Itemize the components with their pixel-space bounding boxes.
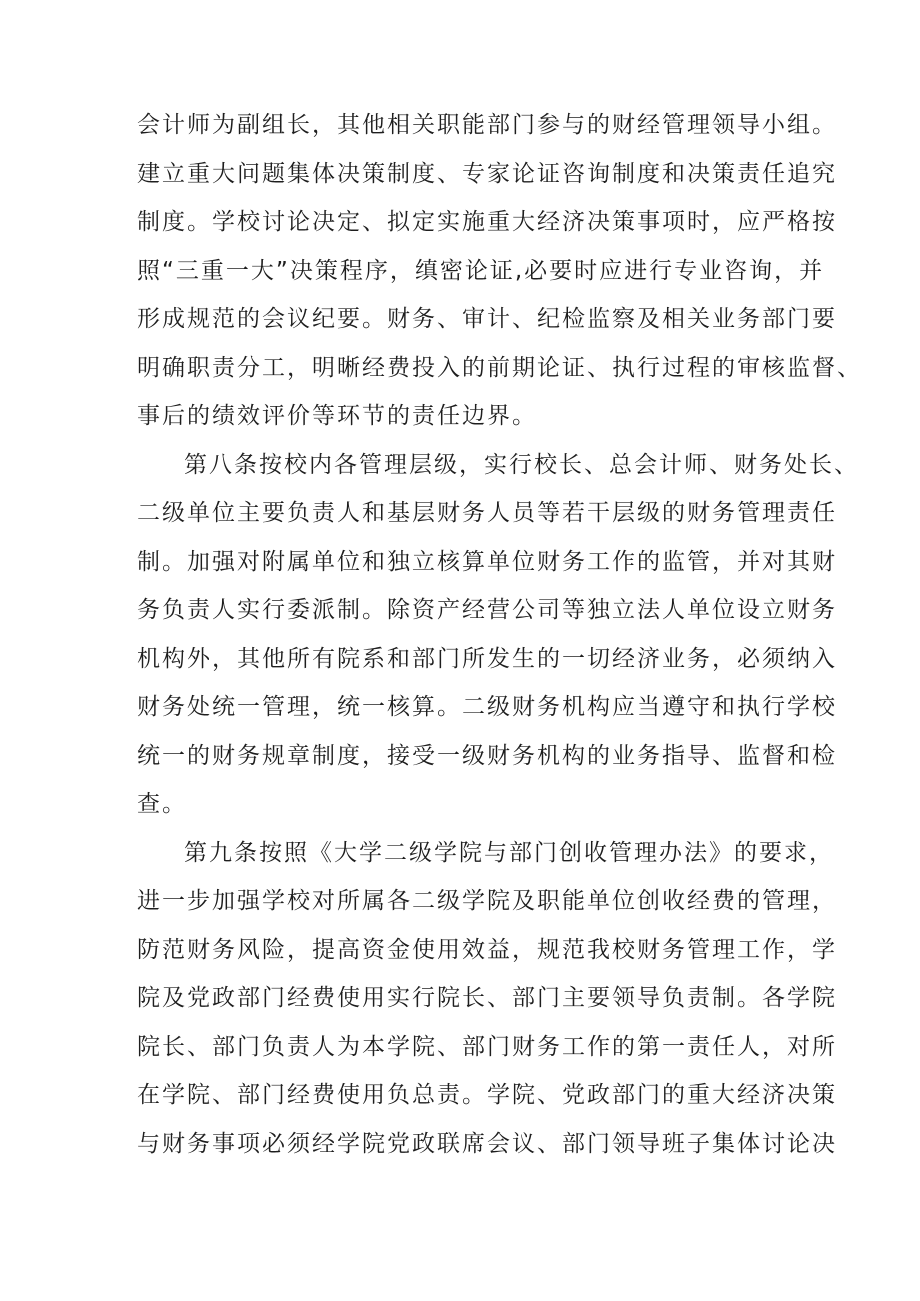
text-line: 形成规范的会议纪要。财务、审计、纪检监察及相关业务部门要 (137, 306, 837, 332)
text-line: 查。 (137, 791, 187, 817)
text-line: 制度。学校讨论决定、拟定实施重大经济决策事项时，应严格按 (137, 209, 837, 235)
text-line: 院及党政部门经费使用实行院长、部门主要领导负责制。各学院 (137, 985, 837, 1011)
text-line: 与财务事项必须经学院党政联席会议、部门领导班子集体讨论决 (137, 1131, 837, 1157)
text-line: 会计师为副组长，其他相关职能部门参与的财经管理领导小组。 (137, 112, 837, 138)
text-line: 财务处统一管理，统一核算。二级财务机构应当遵守和执行学校 (137, 694, 837, 720)
text-line: 照“三重一大”决策程序，缜密论证,必要时应进行专业咨询，并 (137, 258, 825, 284)
text-line: 在学院、部门经费使用负总责。学院、党政部门的重大经济决策 (137, 1082, 837, 1108)
text-line: 统一的财务规章制度，接受一级财务机构的业务指导、监督和检 (137, 743, 837, 769)
text-line: 明确职责分工，明晰经费投入的前期论证、执行过程的审核监督、 (137, 355, 862, 381)
text-line: 院长、部门负责人为本学院、部门财务工作的第一责任人，对所 (137, 1034, 837, 1060)
text-line: 制。加强对附属单位和独立核算单位财务工作的监管，并对其财 (137, 549, 837, 575)
paragraph-first-line: 第九条按照《大学二级学院与部门创收管理办法》的要求， (184, 840, 834, 866)
text-line: 防范财务风险，提高资金使用效益，规范我校财务管理工作，学 (137, 937, 837, 963)
text-line: 机构外，其他所有院系和部门所发生的一切经济业务，必须纳入 (137, 646, 837, 672)
text-line: 事后的绩效评价等环节的责任边界。 (137, 403, 537, 429)
text-line: 进一步加强学校对所属各二级学院及职能单位创收经费的管理， (137, 888, 837, 914)
paragraph-first-line: 第八条按校内各管理层级，实行校长、总会计师、财务处长、 (184, 452, 859, 478)
text-line: 建立重大问题集体决策制度、专家论证咨询制度和决策责任追究 (137, 161, 837, 187)
text-line: 二级单位主要负责人和基层财务人员等若干层级的财务管理责任 (137, 500, 837, 526)
text-line: 务负责人实行委派制。除资产经营公司等独立法人单位设立财务 (137, 597, 837, 623)
